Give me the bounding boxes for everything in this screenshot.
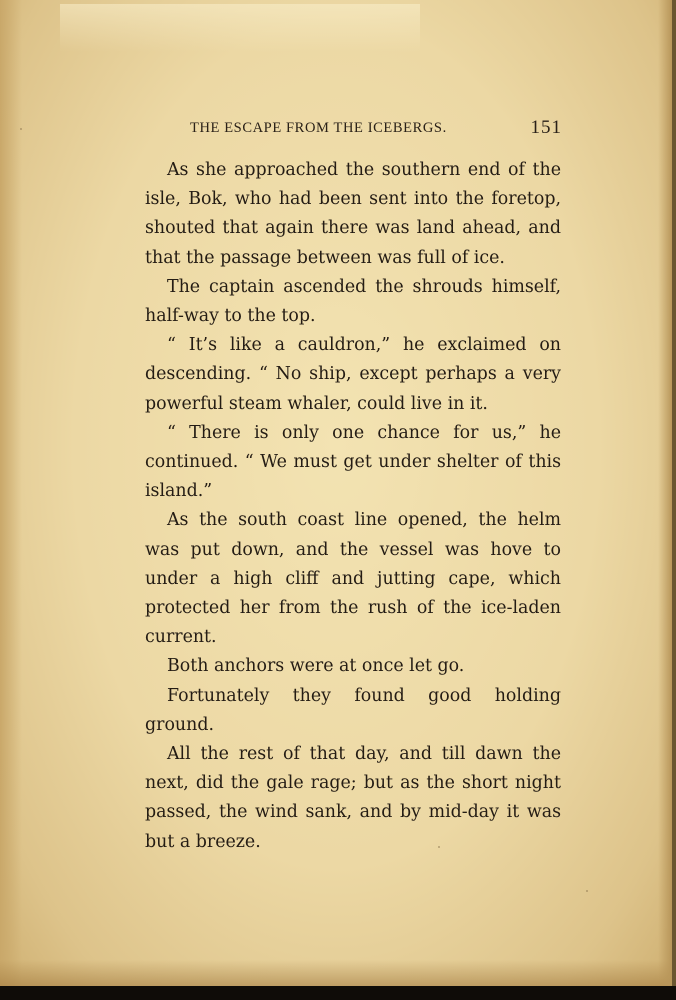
paragraph: Both anchors were at once let go. [167,656,465,677]
page-number: 151 [530,117,562,138]
scan-background [0,986,676,1000]
paper-speck [586,890,588,892]
paragraph: “ It’s like a cauldron,” he exclaimed on descending. “ No ship, except perhaps a very powerful steam whaler, could live in it. [145,335,561,414]
paragraph: “ There is only one chance for us,” he continued. “ We must get under shelter of this island.” [145,422,561,502]
paper-speck [438,846,440,848]
paper-speck [20,128,22,130]
running-head [190,118,562,142]
page-edge [672,0,676,1000]
paragraph: As the south coast line opened, the helm was put down, and the vessel was hove to under a high cliff and jutting cape, which protected her from the rush of the ice-laden current. [145,510,561,648]
page-bottom-shadow [0,960,672,986]
running-head-title: THE ESCAPE FROM THE ICEBERGS. [190,120,447,136]
body-text [145,156,561,857]
page-highlight [60,4,420,52]
paragraph: As she approached the southern end of the isle, Bok, who had been sent into the foretop, shouted that again there was land ahead, and that the passage between was full of ice. [145,160,561,268]
paragraph: Fortunately they found good holding ground. [145,685,561,735]
paragraph: The captain ascended the shrouds himself, half-way to the top. [145,276,561,327]
paragraph: All the rest of that day, and till dawn the next, did the gale rage; but as the short night passed, the wind sank, and by mid-day it was but a breeze. [145,744,561,852]
